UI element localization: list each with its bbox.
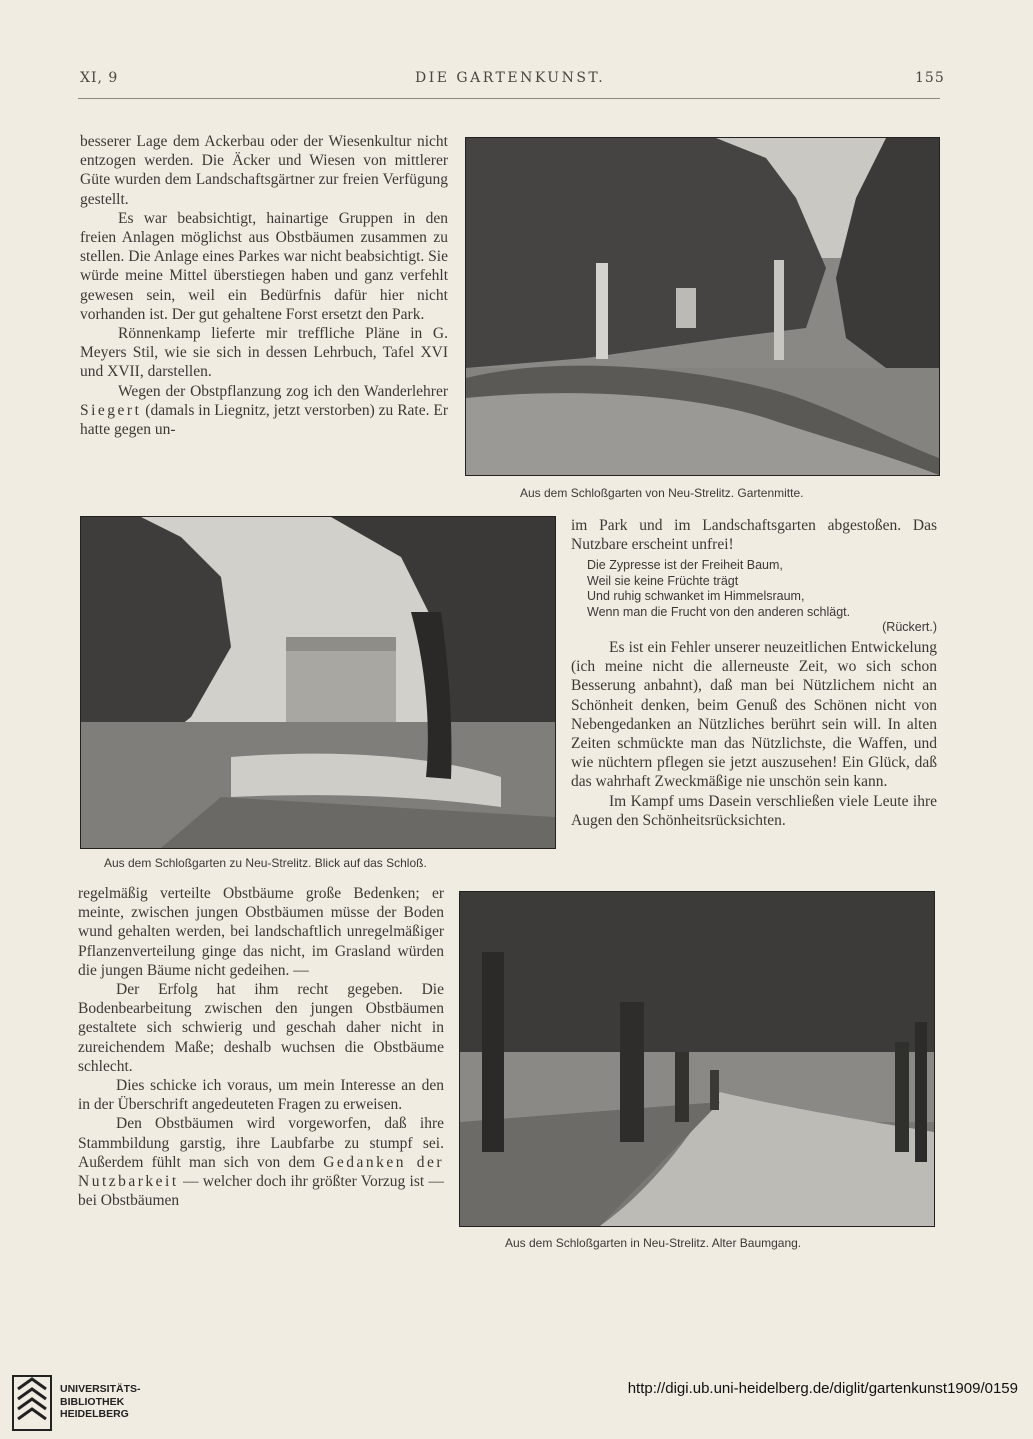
caption-photo-baumgang: Aus dem Schloßgarten in Neu-Strelitz. Alter Baumgang. [505, 1236, 802, 1250]
paragraph: regelmäßig verteilte Obstbäume große Bedenken; er meinte, zwischen jungen Obstbäumen müsse der Boden wund gehalten werden, bei landschaftlich unregelmäßiger Pflanzenverteilung ginge das nicht, im Grasland würden die jungen Bäume nicht gedeihen. — [78, 885, 444, 979]
source-url-link[interactable]: http://digi.ub.uni-heidelberg.de/diglit/gartenkunst1909/0159 [627, 1380, 1018, 1397]
library-name [60, 1383, 141, 1421]
photo-baumgang [459, 891, 935, 1227]
photo-gartenmitte [465, 137, 940, 476]
paragraph: im Park und im Landschaftsgarten abgestoßen. Das Nutzbare erscheint unfrei! [571, 517, 937, 554]
poem-line: Die Zypresse ist der Freiheit Baum, [587, 558, 783, 573]
paragraph: Dies schicke ich voraus, um mein Interesse an den in der Überschrift angedeuteten Fragen zu erweisen. [78, 1077, 444, 1114]
library-name-line: HEIDELBERG [60, 1408, 129, 1420]
header-journal-title: DIE GARTENKUNST. [415, 70, 606, 86]
library-name-line: UNIVERSITÄTS- [60, 1383, 141, 1395]
paragraph: Rönnenkamp lieferte mir treffliche Pläne in G. Meyers Stil, wie sie sich in dessen Lehrbuch, Tafel XVI und XVII, darstellen. [80, 325, 448, 381]
paragraph: Im Kampf ums Dasein verschließen viele Leute ihre Augen den Schönheitsrücksichten. [571, 792, 937, 829]
paragraph-text: Den Obstbäumen wird vorgeworfen, daß ihre Stammbildung garstig, ihre Laubfarbe zu stumpf sei. Außerdem fühlt man sich von dem [78, 1115, 444, 1171]
header-rule [78, 98, 940, 99]
paragraph: Es ist ein Fehler unserer neuzeitlichen Entwickelung (ich meine nicht die allerneuste Zeit, wo sich schon Besserung anbahnt), daß man bei Nützlichem nicht an Schönheit denken, beim Genuß des Schönen nicht von Nebengedanken an Nützliches berührt sein will. In alten Zeiten schmückte man das Nützlichste, die Waffen, und wie nüchtern pflegen sie jetzt auszusehen! Ein Glück, daß das wahrhaft Zweckmäßige nie unschön sein kann. [571, 638, 937, 791]
paragraph: Es war beabsichtigt, hainartige Gruppen in den freien Anlagen möglichst aus Obstbäumen zusammen zu stellen. Die Anlage eines Parkes war nicht beabsichtigt. Sie würde meine Mittel überstiegen haben und ganz verfehlt gewesen sein, weil ein Bedürfnis dafür hier nicht vorhanden ist. Der gut gehaltene Forst ersetzt den Park. [80, 209, 448, 323]
paragraph: Der Erfolg hat ihm recht gegeben. Die Bodenbearbeitung zwischen den jungen Obstbäumen gestaltete sich schwierig und geschah daher nicht in zureichendem Maße; deshalb wuchsen die Obstbäume schlecht. [78, 981, 444, 1075]
text-column-bottom-left [78, 884, 444, 1210]
paragraph [78, 1114, 444, 1210]
paragraph [80, 382, 448, 440]
poem-line: Und ruhig schwanket im Himmelsraum, [587, 589, 805, 604]
spaced-phrase: Gedanken der Nutzbarkeit [78, 1153, 444, 1191]
header-volume: XI, 9 [80, 70, 119, 86]
poem-author: (Rückert.) [882, 620, 937, 635]
spaced-name: Siegert [80, 401, 142, 419]
library-logo-icon [12, 1375, 52, 1431]
poem-line: Weil sie keine Früchte trägt [587, 573, 739, 588]
text-column-top-left [80, 132, 448, 439]
text-column-middle-right [571, 516, 937, 830]
header-page-number: 155 [915, 70, 945, 86]
paragraph-text: (damals in Liegnitz, jetzt verstorben) zu Rate. Er hatte gegen un- [80, 401, 448, 439]
caption-photo-schloss: Aus dem Schloßgarten zu Neu-Strelitz. Blick auf das Schloß. [104, 856, 427, 870]
paragraph-text: — welcher doch ihr größter Vorzug ist — bei Obstbäumen [78, 1173, 444, 1210]
library-name-line: BIBLIOTHEK [60, 1395, 125, 1408]
paragraph: besserer Lage dem Ackerbau oder der Wiesenkultur nicht entzogen werden. Die Äcker und Wiesen von mittlerer Güte wurden dem Landschaftsgärtner zur freien Verfügung gestellt. [80, 133, 448, 208]
poem-block [587, 558, 937, 636]
photo-schloss [80, 516, 556, 849]
paragraph-text: Wegen der Obstpflanzung zog ich den Wanderlehrer [118, 382, 448, 400]
caption-photo-gartenmitte: Aus dem Schloßgarten von Neu-Strelitz. Gartenmitte. [520, 486, 804, 500]
poem-line: Wenn man die Frucht von den anderen schlägt. [587, 604, 851, 619]
